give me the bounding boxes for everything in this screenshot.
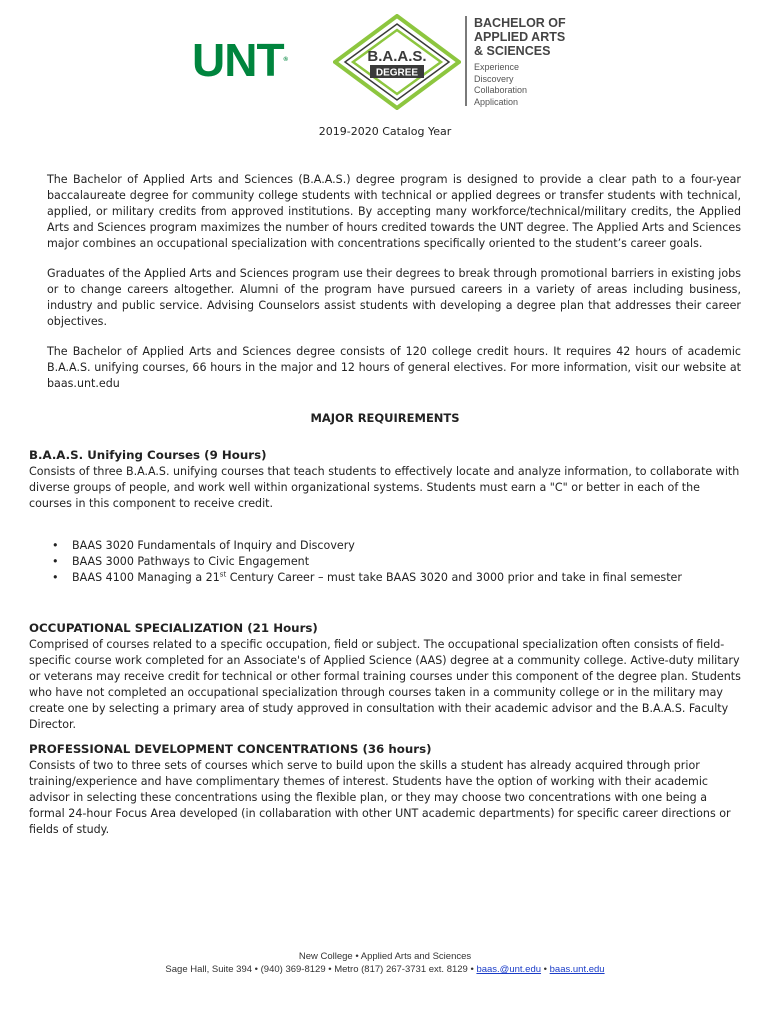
unifying-courses-description: Consists of three B.A.A.S. unifying courses that teach students to effectively locate and analyze information, to collaborate with diverse groups of people, and work well within organizational systems. Students must earn a "C" or better in each of the courses in this component to receive credit. xyxy=(29,465,740,510)
occupational-specialization-section xyxy=(29,620,741,733)
occupational-specialization-title: OCCUPATIONAL SPECIALIZATION (21 Hours) xyxy=(29,621,318,635)
course-list xyxy=(52,538,741,586)
baas-degree-badge xyxy=(333,14,461,110)
document-body xyxy=(29,172,741,838)
professional-development-section xyxy=(29,741,741,838)
intro-paragraph: The Bachelor of Applied Arts and Sciences degree consists of 120 college credit hours. It requires 42 hours of academic B.A.A.S. unifying courses, 66 hours in the major and 12 hours of general electives. For more information, visit our website at baas.unt.edu xyxy=(47,345,741,390)
website-link[interactable]: baas.unt.edu xyxy=(549,964,605,975)
unifying-courses-title: B.A.A.S. Unifying Courses (9 Hours) xyxy=(29,448,267,462)
catalog-year: 2019-2020 Catalog Year xyxy=(318,125,452,138)
page-header xyxy=(0,0,770,115)
email-link[interactable]: baas.@unt.edu xyxy=(476,964,542,975)
professional-development-title: PROFESSIONAL DEVELOPMENT CONCENTRATIONS (36 hours) xyxy=(29,742,432,756)
intro-section xyxy=(29,172,741,392)
course-item: • BAAS 3020 Fundamentals of Inquiry and Discovery xyxy=(52,538,741,554)
intro-paragraph: The Bachelor of Applied Arts and Sciences (B.A.A.S.) degree program is designed to provide a clear path to a four-year baccalaureate degree for community college students with technical or applied degrees or transfer students with technical, applied, or military credits from approved institutions. By accepting many workforce/technical/military credits, the Applied Arts and Sciences program maximizes the number of hours credited towards the UNT degree. The Applied Arts and Sciences major combines an occupational specialization with concentrations specifically oriented to the student’s career goals. xyxy=(47,173,741,250)
footer-college: New College • Applied Arts and Sciences xyxy=(298,951,472,962)
course-item: • BAAS 3000 Pathways to Civic Engagement xyxy=(52,554,741,570)
occupational-specialization-description: Comprised of courses related to a specific occupation, field or subject. The occupational specialization often consists of field-specific course work completed for an Associate's of Applied Science (AAS) degree at a community college. Active-duty military or veterans may receive credit for technical or other formal training courses under this component of the degree plan. Students who have not completed an occupational specialization through courses taken in a community college or in the military may create one by selecting a primary area of study approved in consultation with their academic advisor and the B.A.A.S. Faculty Director. xyxy=(29,638,741,731)
brand-tagline: Experience Discovery Collaboration Application xyxy=(474,62,528,107)
badge-title: B.A.A.S. xyxy=(367,48,427,65)
intro-paragraph: Graduates of the Applied Arts and Sciences program use their degrees to break through promotional barriers in existing jobs or to change careers altogether. Alumni of the program have pursued careers in a variety of areas including business, industry and public service. Advising Counselors assist students with developing a degree plan that addresses their career objectives. xyxy=(47,267,741,328)
course-item: • BAAS 4100 Managing a 21st Century Career – must take BAAS 3020 and 3000 prior and take in final semester xyxy=(52,570,741,586)
brand-divider xyxy=(465,16,467,106)
brand-title: BACHELOR OF APPLIED ARTS & SCIENCES xyxy=(474,16,566,58)
page-footer xyxy=(0,950,770,976)
badge-subtitle: DEGREE xyxy=(375,67,419,79)
major-requirements-heading: MAJOR REQUIREMENTS xyxy=(310,411,460,425)
unifying-courses-section xyxy=(29,447,741,586)
professional-development-description: Consists of two to three sets of courses which serve to build upon the skills a student has already acquired through prior training/experience and have complimentary themes of interest. Students have the option of working with their academic advisor in selecting these concentrations using the flexible plan, or they may choose two concentrations with one being a formal 24-hour Focus Area developed (in collabaration with other UNT academic departments) for specific career directions or fields of study. xyxy=(29,759,731,836)
footer-contact: Sage Hall, Suite 394 • (940) 369-8129 • Metro (817) 267-3731 ext. 8129 • baas.@unt.edu • baas.unt.edu xyxy=(165,964,605,975)
unt-logo: UNT® xyxy=(192,34,288,86)
